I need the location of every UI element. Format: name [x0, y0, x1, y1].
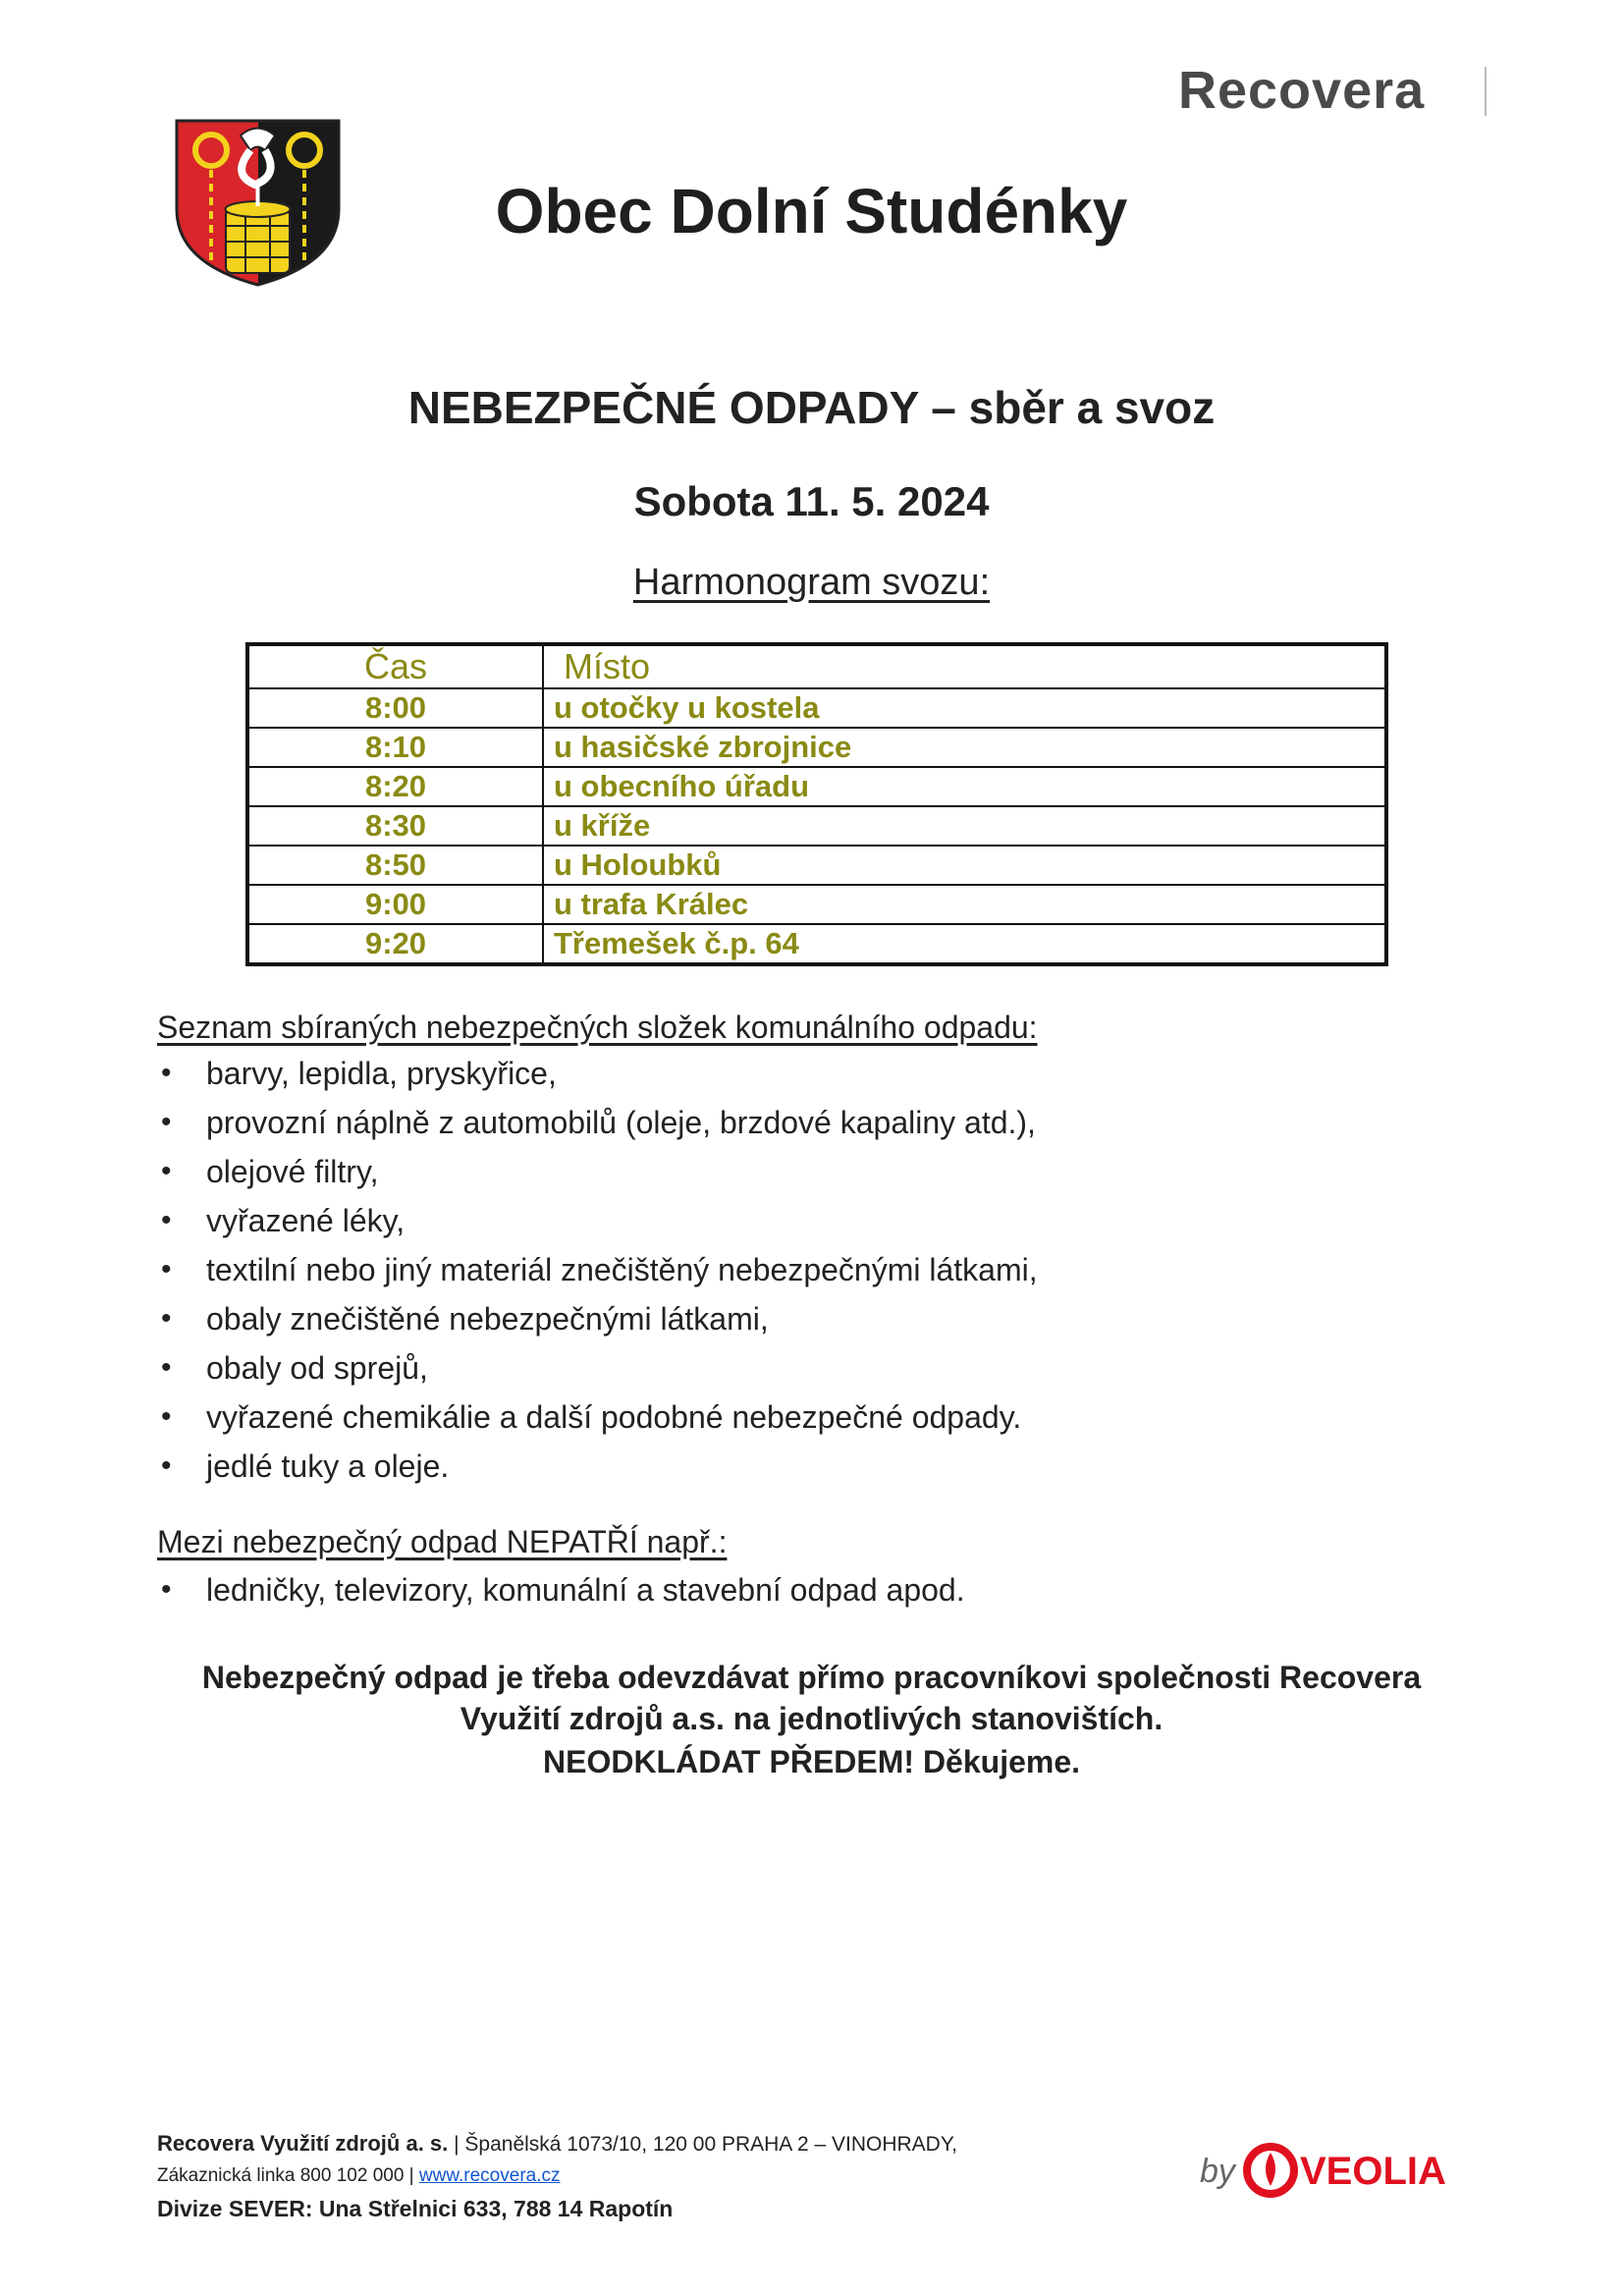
row-place: u hasičské zbrojnice: [543, 728, 1386, 767]
row-time: 8:50: [247, 846, 543, 885]
list-item: • textilní nebo jiný materiál znečištěný nebezpečnými látkami,: [157, 1245, 1038, 1294]
veolia-by-text: by: [1200, 2153, 1235, 2190]
footer-company: Recovera Využití zdrojů a. s.: [157, 2131, 449, 2156]
veolia-flame-icon: [1247, 2147, 1294, 2194]
footer-address: | Španělská 1073/10, 120 00 PRAHA 2 – VINOHRADY,: [448, 2133, 957, 2156]
collected-items-list: [157, 1049, 1038, 1491]
footer-division: Divize SEVER: Una Střelnici 633, 788 14 Rapotín: [157, 2196, 674, 2221]
row-time: 9:20: [247, 924, 543, 964]
row-time: 8:20: [247, 767, 543, 806]
table-row: [247, 885, 1386, 924]
table-row: [247, 924, 1386, 964]
row-place: u kříže: [543, 806, 1386, 846]
list-item: • olejové filtry,: [157, 1147, 1038, 1196]
collected-items-title: Seznam sbíraných nebezpečných složek komunálního odpadu:: [157, 1010, 1038, 1045]
row-time: 8:00: [247, 688, 543, 728]
list-item: • vyřazené chemikálie a další podobné nebezpečné odpady.: [157, 1393, 1038, 1442]
veolia-logo: [1200, 2133, 1475, 2202]
row-place: u otočky u kostela: [543, 688, 1386, 728]
row-time: 8:30: [247, 806, 543, 846]
list-item: • ledničky, televizory, komunální a stavební odpad apod.: [157, 1565, 965, 1614]
recovera-logo-text: Recovera: [1178, 61, 1426, 120]
schedule-title-text: Harmonogram svozu:: [632, 562, 991, 603]
page-title: Obec Dolní Studénky: [495, 176, 1128, 246]
list-item: • vyřazené léky,: [157, 1196, 1038, 1245]
notice-heading: NEBEZPEČNÉ ODPADY – sběr a svoz: [407, 382, 1216, 433]
table-row: [247, 728, 1386, 767]
row-place: Třemešek č.p. 64: [543, 924, 1386, 964]
row-place: u trafa Králec: [543, 885, 1386, 924]
recovera-logo: [1178, 61, 1483, 120]
table-row: [247, 846, 1386, 885]
list-item: • provozní náplně z automobilů (oleje, brzdové kapaliny atd.),: [157, 1098, 1038, 1147]
row-place: u obecního úřadu: [543, 767, 1386, 806]
footer-website-link[interactable]: www.recovera.cz: [418, 2165, 561, 2186]
notice-line-1: Nebezpečný odpad je třeba odevzdávat přímo pracovníkovi společnosti Recovera: [201, 1660, 1422, 1695]
table-row: [247, 806, 1386, 846]
excluded-items-title: Mezi nebezpečný odpad NEPATŘÍ např.:: [157, 1524, 728, 1559]
row-time: 8:10: [247, 728, 543, 767]
list-item: • obaly od sprejů,: [157, 1343, 1038, 1393]
header-place: Místo: [543, 644, 1386, 688]
notice-line-3: NEODKLÁDAT PŘEDEM! Děkujeme.: [542, 1744, 1081, 1779]
list-item: • jedlé tuky a oleje.: [157, 1442, 1038, 1491]
schedule-title: [0, 562, 1623, 604]
footer-contact-line: [157, 2165, 561, 2187]
header-time: Čas: [247, 644, 543, 688]
table-row: [247, 767, 1386, 806]
notice-line-2: Využití zdrojů a.s. na jednotlivých stanovištích.: [460, 1701, 1163, 1736]
list-item: • obaly znečištěné nebezpečnými látkami,: [157, 1294, 1038, 1343]
table-header-row: [247, 644, 1386, 688]
table-row: [247, 688, 1386, 728]
footer-hotline: Zákaznická linka 800 102 000 |: [157, 2165, 419, 2186]
row-time: 9:00: [247, 885, 543, 924]
footer-company-line: [157, 2131, 957, 2157]
excluded-items-list: [157, 1565, 965, 1614]
logo-divider: [1485, 67, 1487, 116]
schedule-table: [245, 642, 1388, 966]
veolia-name-text: VEOLIA: [1300, 2150, 1446, 2193]
event-date: Sobota 11. 5. 2024: [633, 478, 990, 524]
list-item: • barvy, lepidla, pryskyřice,: [157, 1049, 1038, 1098]
row-place: u Holoubků: [543, 846, 1386, 885]
